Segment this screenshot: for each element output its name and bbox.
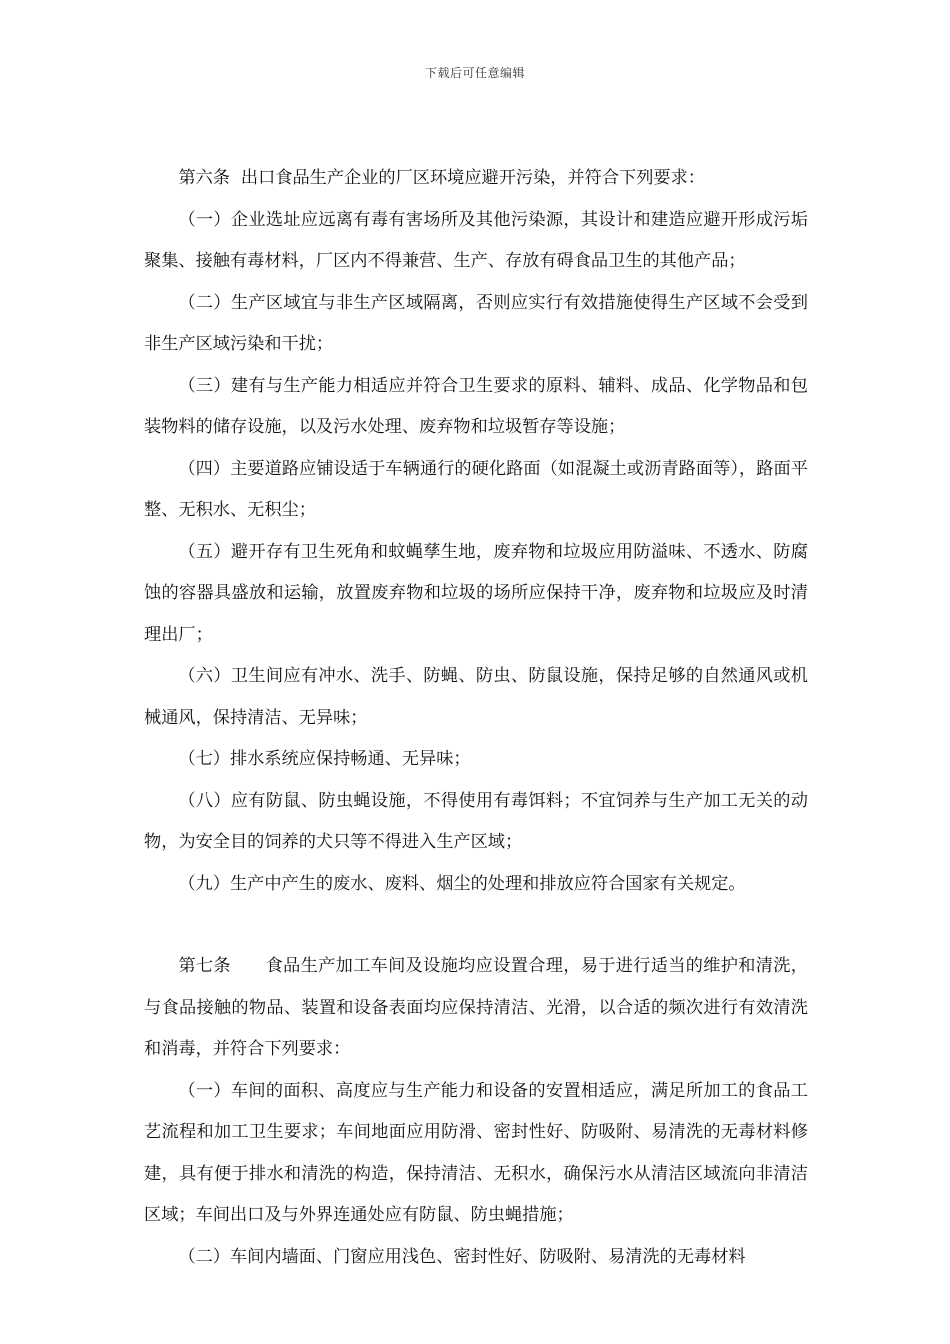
section-gap [144,905,808,946]
article-6-item-1: （一）企业选址应远离有毒有害场所及其他污染源，其设计和建造应避开形成污垢聚集、接触有毒材料，厂区内不得兼营、生产、存放有碍食品卫生的其他产品； [144,209,808,271]
article-6-item-7: （七）排水系统应保持畅通、无异味； [178,749,471,769]
article-6-item-4: （四）主要道路应铺设适于车辆通行的硬化路面（如混凝土或沥青路面等），路面平整、无积水、无积尘； [144,458,808,520]
article-6-item-9: （九）生产中产生的废水、废料、烟尘的处理和排放应符合国家有关规定。 [178,873,746,894]
page-header-note: 下载后可任意编辑 [424,66,525,80]
article-6-title: 第六条 出口食品生产企业的厂区环境应避开污染，并符合下列要求： [178,168,705,188]
article-6-item-3: （三）建有与生产能力相适应并符合卫生要求的原料、辅料、成品、化学物品和包装物料的储存设施，以及污水处理、废弃物和垃圾暂存等设施； [144,375,808,437]
article-6-item-8: （八）应有防鼠、防虫蝇设施，不得使用有毒饵料；不宜饲养与生产加工无关的动物，为安全目的饲养的犬只等不得进入生产区域； [144,790,808,852]
article-6-item-5: （五）避开存有卫生死角和蚊蝇孳生地，废弃物和垃圾应用防溢味、不透水、防腐蚀的容器具盛放和运输，放置废弃物和垃圾的场所应保持干净，废弃物和垃圾应及时清理出厂； [144,541,808,645]
document-body [144,158,808,1278]
article-6-item-6: （六）卫生间应有冲水、洗手、防蝇、防虫、防鼠设施，保持足够的自然通风或机械通风，保持清洁、无异味； [144,666,808,728]
article-7-item-2: （二）车间内墙面、门窗应用浅色、密封性好、防吸附、易清洗的无毒材料 [178,1246,746,1267]
article-7-item-1: （一）车间的面积、高度应与生产能力和设备的安置相适应，满足所加工的食品工艺流程和加工卫生要求；车间地面应用防滑、密封性好、防吸附、易清洗的无毒材料修建，具有便于排水和清洗的构造，保持清洁、无积水，确保污水从清洁区域流向非清洁区域；车间出口及与外界连通处应有防鼠、防虫蝇措施； [144,1080,808,1225]
article-7-title: 第七条 食品生产加工车间及设施均应设置合理，易于进行适当的维护和清洗，与食品接触的物品、装置和设备表面均应保持清洁、光滑，以合适的频次进行有效清洗和消毒，并符合下列要求： [144,956,808,1059]
article-6-item-2: （二）生产区域宜与非生产区域隔离，否则应实行有效措施使得生产区域不会受到非生产区域污染和干扰； [144,292,808,354]
